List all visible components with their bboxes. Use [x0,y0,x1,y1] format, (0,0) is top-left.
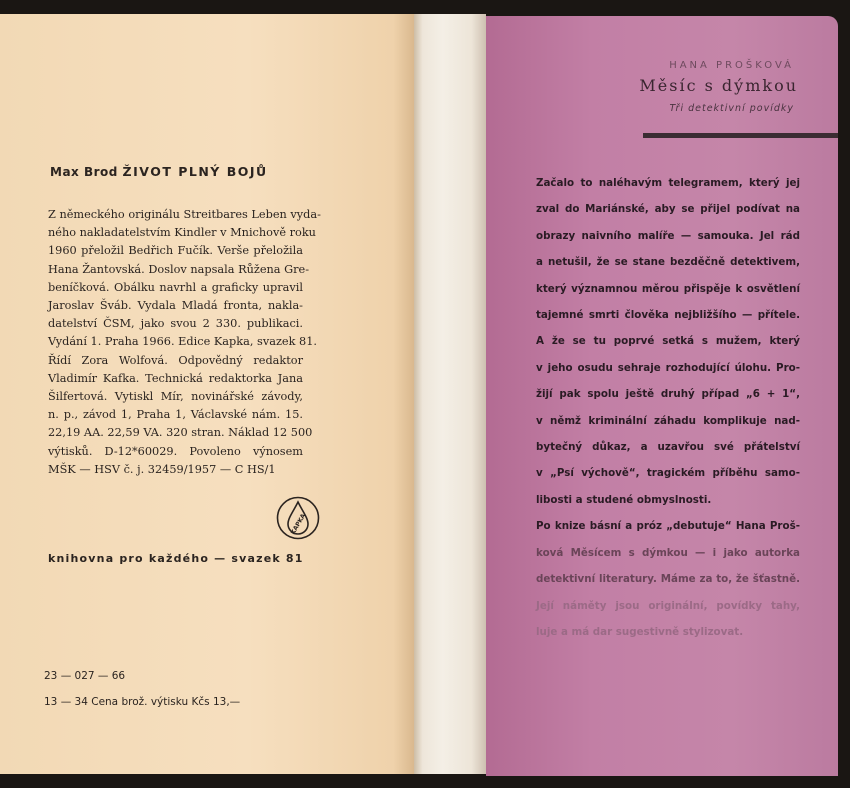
blurb-line: v jeho osudu sehraje rozhodující úlohu. Pro- [536,361,800,374]
blurb-line: zval do Mariánské, aby se přijel podívat na [536,203,800,216]
blurb-line: Její náměty jsou originální, povídky tahy, [536,599,800,612]
blurb-line: v „Psí výchově“, tragickém příběhu samo- [536,467,800,480]
colophon-line: beníčková. Obálku navrhl a graficky upravil [48,280,303,294]
colophon-line: Vladimír Kafka. Technická redaktorka Jana [48,371,303,385]
blurb-line: Začalo to naléhavým telegramem, který jej [536,177,800,189]
blurb-line: a netušil, že se stane bezděčně detektivem, [536,256,800,269]
blurb-line: žijí pak spolu ještě druhý případ „6 + 1“, [536,388,800,401]
flap-title: Měsíc s dýmkou [639,76,798,95]
blurb-line: Po knize básní a próz „debutuje“ Hana Proš- [536,520,800,533]
left-page [0,14,414,774]
book-title: ŽIVOT PLNÝ BOJŮ [122,164,268,179]
blurb-line: libosti a studené obmyslnosti. [536,493,712,506]
blurb-line: bytečný důkaz, a uzavřou své přátelství [536,441,800,454]
colophon-line: Vydání 1. Praha 1966. Edice Kapka, svazek 81. [48,335,317,349]
book-title-line [50,164,268,179]
series-line: knihovna pro každého — svazek 81 [48,552,304,565]
blurb-text [536,170,800,645]
blurb-line: který významnou měrou přispěje k osvětlení [536,282,800,295]
colophon-line: n. p., závod 1, Praha 1, Václavské nám. 15. [48,408,303,422]
dust-jacket-flap [486,16,838,776]
blurb-line: tajemné smrti člověka nejbližšího — přítele. [536,309,800,322]
flap-author: HANA PROŠKOVÁ [669,60,794,71]
code-line: 23 — 027 — 66 [44,670,126,682]
book-gutter [414,14,486,774]
kapka-logo-icon [276,496,320,540]
colophon-line: MŠK — HSV č. j. 32459/1957 — C HS/1 [48,462,276,476]
colophon-line: Z německého originálu Streitbares Leben vyda- [48,208,321,221]
flap-subtitle: Tři detektivní povídky [669,103,794,114]
colophon-line: 1960 přeložil Bedřich Fučík. Verše přeložila [48,244,303,258]
blurb-line: v němž kriminální záhadu komplikuje nad- [536,414,800,427]
blurb-line: detektivní literatury. Máme za to, že šťastně. [536,573,800,586]
colophon-line: ného nakladatelstvím Kindler v Mnichově roku [48,226,316,240]
colophon-line: datelství ČSM, jako svou 2 330. publikaci. [48,317,303,331]
blurb-line: ková Měsícem s dýmkou — i jako autorka [536,546,800,559]
blurb-line: obrazy naivního malíře — samouka. Jel rád [536,229,800,242]
flap-divider [643,133,838,138]
price-line: 13 — 34 Cena brož. výtisku Kčs 13,— [44,696,241,708]
colophon-line: Hana Žantovská. Doslov napsala Růžena Gre- [48,262,310,276]
blurb-line: A že se tu poprvé setká s mužem, který [536,335,800,348]
colophon-line: výtisků. D-12*60029. Povoleno výnosem [48,444,303,458]
blurb-line: luje a má dar sugestivně stylizovat. [536,625,744,638]
colophon-line: 22,19 AA. 22,59 VA. 320 stran. Náklad 12 500 [48,426,313,440]
logo-text: KAPKA [289,512,308,536]
colophon [48,206,321,479]
colophon-line: Jaroslav Šváb. Vydala Mladá fronta, nakla- [48,299,303,313]
colophon-line: Řídí Zora Wolfová. Odpovědný redaktor [48,353,303,367]
colophon-line: Šilfertová. Vytiskl Mír, novinářské závody, [48,390,303,404]
author-name: Max Brod [50,165,118,179]
